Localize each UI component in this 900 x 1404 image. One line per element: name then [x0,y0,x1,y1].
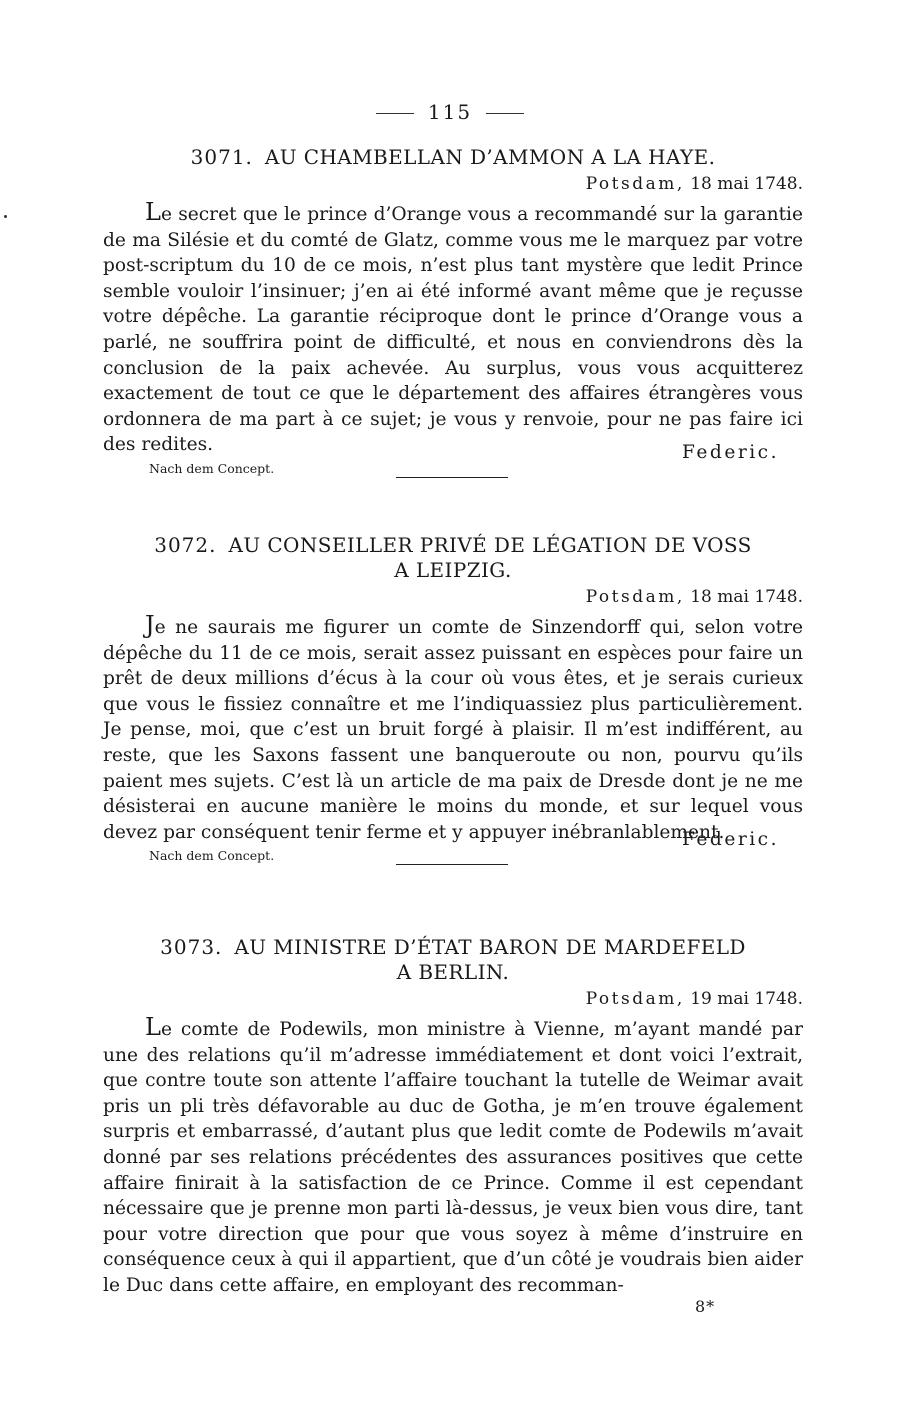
letter-text: e ne saurais me figurer un comte de Sinzendorff qui, selon votre dépêche du 11 de ce mois, serait assez puissant en espèces pour faire un prêt de deux millions d’écus à la cour où vous êtes, et je serais curieux que vous le fissiez connaître et me l’indiquassiez plus particulièrement. Je pense, moi, que c’est un bruit forgé à plaisir. Il m’est indifférent, au reste, que les Saxons fassent une banqueroute ou non, pourvu qu’ils paient mes sujets. C’est là un article de ma paix de Dresde dont je ne me désisterai en aucune manière le moins du monde, et sur lequel vous devez par conséquent tenir ferme et y appuyer inébranlablement. [103,617,803,843]
letter-date: 19 mai 1748. [690,989,803,1009]
signature: Federic. [682,829,779,851]
header-rule-left [376,113,414,114]
letter-number: 3072. [154,533,217,557]
letter-3072 [103,533,803,875]
letter-title [103,145,803,170]
letter-number: 3071. [190,145,253,169]
letter-initial: L [145,198,161,226]
letter-text: e secret que le prince d’Orange vous a recommandé sur la garantie de ma Silésie et du comté de Glatz, comme vous me le marquez par votre post-scriptum du 10 de ce mois, n’est plus tant mystère que ledit Prince semble vouloir l’insinuer; j’en ai été informé avant même que je reçusse votre dépêche. La garantie réciproque dont le prince d’Orange vous a parlé, ne souffrira point de difficulté, et nous en conviendrons dès la conclusion de la paix achevée. Au surplus, vous vous acquitterez exactement de tout ce que le département des affaires étrangères vous ordonnera de ma part à ce sujet; je vous y renvoie, pour ne pas faire ici des redites. [103,204,803,456]
section-divider [396,864,508,865]
letter-text: e comte de Podewils, mon ministre à Vienne, m’ayant mandé par une des relations qu’il m’adresse immédiatement et dont voici l’extrait, que contre toute son attente l’affaire touchant la tutelle de Weimar avait pris un pli très défavorable au duc de Gotha, je m’en trouve également surpris et embarrassé, d’autant plus que ledit comte de Podewils m’avait donné par ses relations précédentes des assurances positives que cette affaire finirait à la satisfaction de ce Prince. Comme il est cependant nécessaire que je prenne mon parti là-dessus, je veux bien vous dire, tant pour votre direction que pour que vous soyez à même d’instruire en conséquence ceux à qui il appartient, que d’un côté je voudrais bien aider le Duc dans cette affaire, en employant des recomman- [103,1019,803,1296]
margin-mark [4,215,7,218]
source-note: Nach dem Concept. [149,848,275,864]
letter-body [103,200,803,458]
running-header [0,100,900,124]
letter-place: Potsdam, [585,174,685,194]
letter-footer [103,441,803,488]
signature: Federic. [682,441,779,463]
letter-place: Potsdam, [585,587,685,607]
letter-title-line: AU MINISTRE D’ÉTAT BARON DE MARDEFELD [234,935,746,959]
letter-number: 3073. [160,935,223,959]
letter-title-line: A LEIPZIG. [394,558,512,582]
letter-initial: L [145,1013,161,1041]
letter-initial: J [145,611,155,639]
letter-title [103,533,803,583]
header-rule-right [486,113,524,114]
letter-dateline [103,172,803,196]
letter-title-line: A BERLIN. [396,960,510,984]
letter-place: Potsdam, [585,989,685,1009]
letter-dateline [103,987,803,1011]
letter-dateline [103,585,803,609]
letter-date: 18 mai 1748. [690,174,803,194]
letter-title [103,935,803,985]
letter-footer [103,829,803,875]
letter-body [103,613,803,845]
letter-date: 18 mai 1748. [690,587,803,607]
signature-mark: 8* [695,1297,716,1316]
letter-3071 [103,145,803,488]
letter-title-line: AU CONSEILLER PRIVÉ DE LÉGATION DE VOSS [228,533,752,557]
section-divider [396,477,508,478]
source-note: Nach dem Concept. [149,460,275,476]
page-number: 115 [427,100,473,124]
letter-body [103,1015,803,1299]
letter-title-line: AU CHAMBELLAN D’AMMON A LA HAYE. [264,145,716,169]
letter-3073 [103,935,803,1299]
